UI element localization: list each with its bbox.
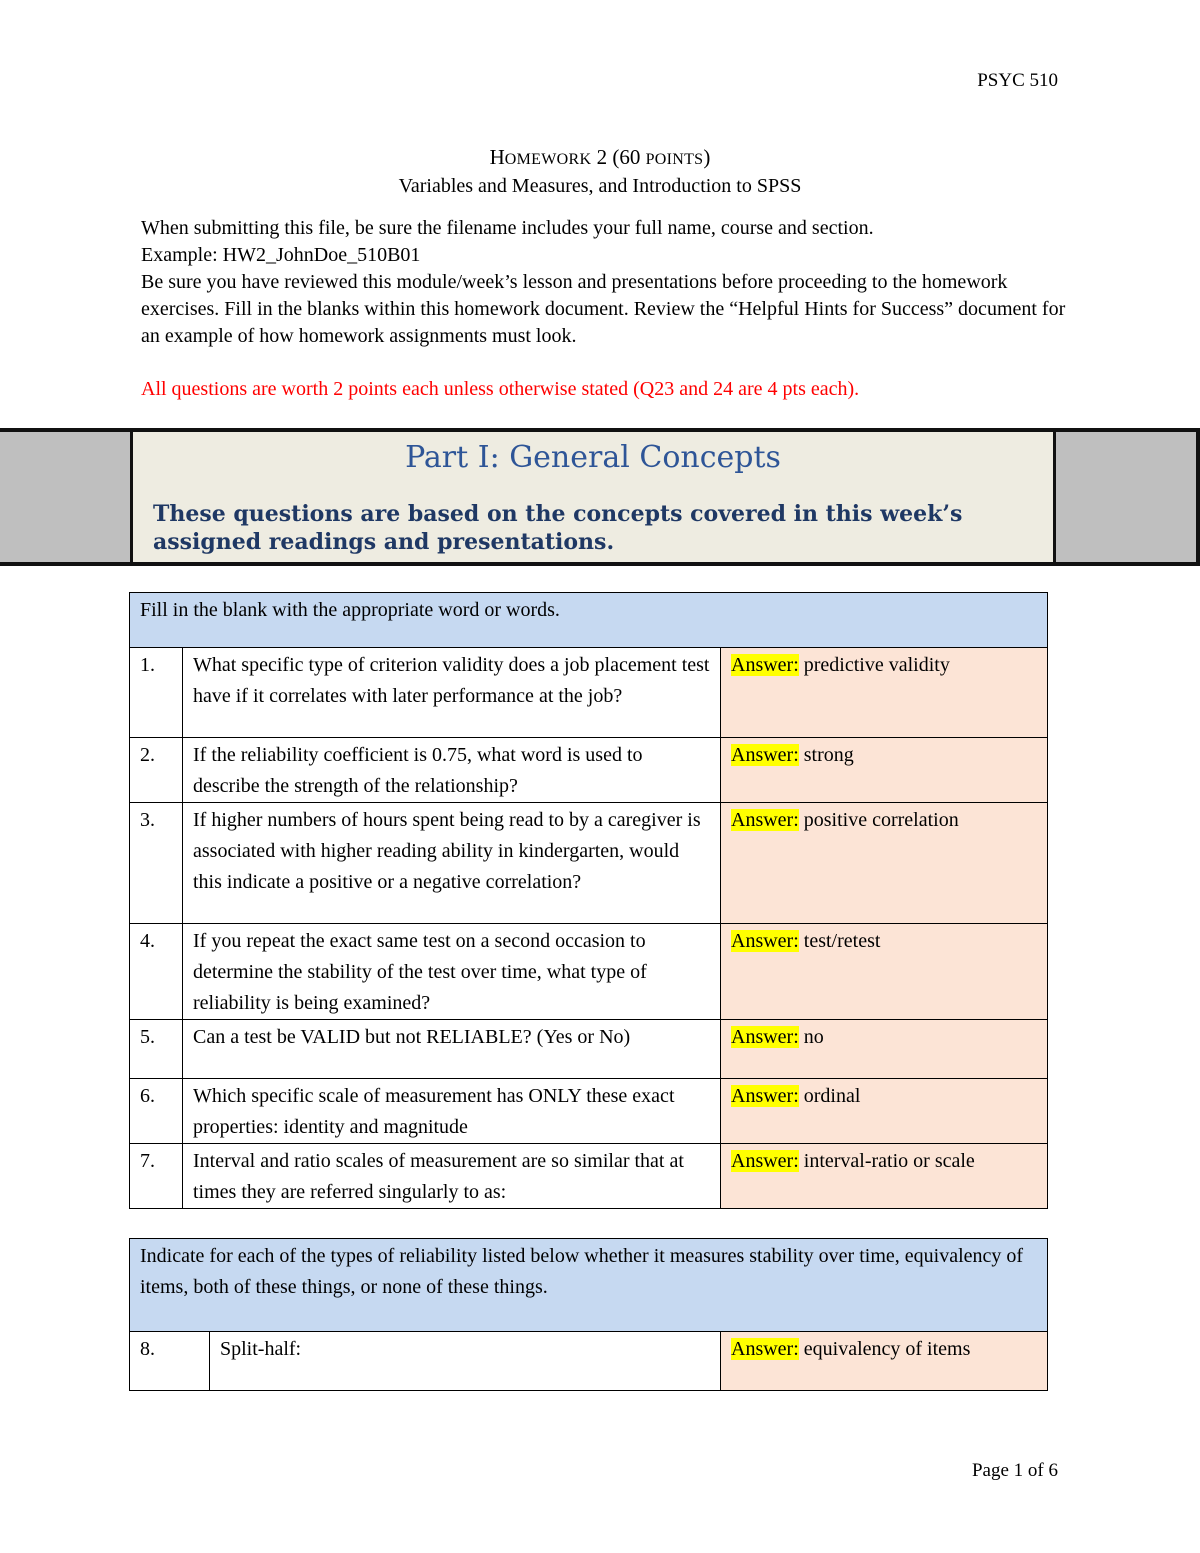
table-row [130,924,1048,1020]
homework-title [0,145,1200,170]
answer-label: Answer: [731,809,799,831]
intro-line: Be sure you have reviewed this module/week’s lesson and presentations before proceeding to the homework exercises. Fill in the blanks within this homework document. Review the “Helpful Hints for Success” document for an example of how homework assignments must look. [141,271,1066,347]
answer-label: Answer: [731,930,799,952]
answer-cell[interactable] [721,738,1048,803]
question-number: 2. [130,738,183,803]
title-part: POINTS [645,151,704,168]
answer-text: predictive validity [798,654,950,676]
question-text: What specific type of criterion validity does a job placement test have if it correlates with later performance at the job? [183,648,721,738]
answer-label: Answer: [731,1085,799,1107]
question-number: 5. [130,1020,183,1079]
intro-text [141,215,1071,350]
banner-border [0,562,1200,566]
question-number: 1. [130,648,183,738]
question-text: If higher numbers of hours spent being read to by a caregiver is associated with higher reading ability in kindergarten, would this indicate a positive or a negative correlation? [183,803,721,924]
title-part: 2 (60 [591,145,646,169]
table-row [130,803,1048,924]
answer-text: strong [798,744,854,766]
part-banner [0,428,1200,566]
table-row [130,738,1048,803]
question-text: If the reliability coefficient is 0.75, what word is used to describe the strength of the relationship? [183,738,721,803]
points-note: All questions are worth 2 points each unless otherwise stated (Q23 and 24 are 4 pts each). [141,378,860,400]
answer-cell[interactable] [721,648,1048,738]
answer-cell[interactable] [721,1144,1048,1209]
answer-text: interval-ratio or scale [798,1150,975,1172]
answer-label: Answer: [731,1026,799,1048]
question-text: Which specific scale of measurement has ONLY these exact properties: identity and magnitude [183,1079,721,1144]
answer-label: Answer: [731,744,799,766]
table-row [130,1144,1048,1209]
answer-cell[interactable] [721,803,1048,924]
answer-text: equivalency of items [798,1338,971,1360]
table-row [130,1079,1048,1144]
question-number: 7. [130,1144,183,1209]
answer-cell[interactable] [721,1079,1048,1144]
answer-cell[interactable] [721,924,1048,1020]
intro-line: When submitting this file, be sure the filename includes your full name, course and section. [141,217,874,239]
homework-subtitle: Variables and Measures, and Introduction to SPSS [398,175,802,197]
answer-text: positive correlation [798,809,959,831]
question-text: If you repeat the exact same test on a second occasion to determine the stability of the test over time, what type of reliability is being examined? [183,924,721,1020]
answer-label: Answer: [731,1338,799,1360]
question-number: 8. [130,1332,210,1391]
banner-center [133,432,1053,562]
question-table-2 [129,1238,1048,1391]
answer-label: Answer: [731,1150,799,1172]
question-text: Can a test be VALID but not RELIABLE? (Yes or No) [183,1020,721,1079]
question-text: Split-half: [210,1332,721,1391]
banner-side-block [0,432,133,562]
title-part: ) [703,145,711,169]
part-subtitle: These questions are based on the concepts covered in this week’s assigned readings and presentations. [153,501,963,555]
table-row [130,1332,1048,1391]
question-table-1 [129,592,1048,1209]
answer-label: Answer: [731,654,799,676]
answer-cell[interactable] [721,1020,1048,1079]
title-part: OMEWORK [504,151,592,168]
answer-text: no [798,1026,824,1048]
part-title: Part I: General Concepts [405,440,781,475]
question-number: 6. [130,1079,183,1144]
banner-side-block [1053,432,1200,562]
table-row [130,1020,1048,1079]
table-row [130,648,1048,738]
answer-cell[interactable] [721,1332,1048,1391]
question-number: 4. [130,924,183,1020]
page-number: Page 1 of 6 [971,1460,1058,1481]
question-number: 3. [130,803,183,924]
question-text: Interval and ratio scales of measurement are so similar that at times they are referred singularly to as: [183,1144,721,1209]
answer-text: ordinal [798,1085,861,1107]
answer-text: test/retest [798,930,881,952]
table-instruction: Fill in the blank with the appropriate word or words. [130,593,1048,648]
title-part: H [489,145,505,169]
intro-example: Example: HW2_JohnDoe_510B01 [141,244,421,266]
header-course: PSYC 510 [977,70,1058,91]
table-instruction: Indicate for each of the types of reliability listed below whether it measures stability over time, equivalency of items, both of these things, or none of these things. [130,1239,1048,1332]
